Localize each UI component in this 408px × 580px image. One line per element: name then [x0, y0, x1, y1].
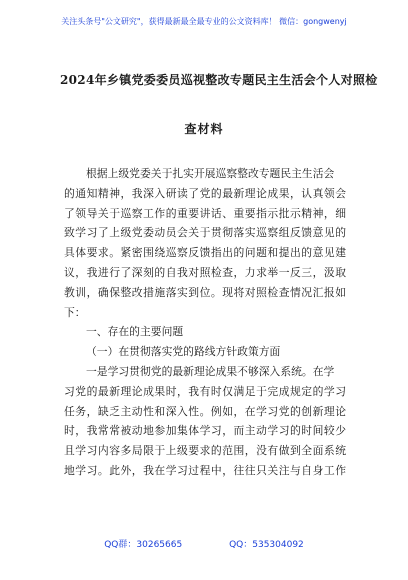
document-title-line1: 2024年乡镇党委委员巡视整改专题民主生活会个人对照检 [60, 73, 378, 87]
document-body [64, 164, 346, 481]
footer-contact [0, 537, 408, 550]
body-line: 地学习。此外，我在学习过程中，往往只关注与自身工作 [64, 463, 346, 477]
header-banner: 关注头条号"公文研究"，获得最新最全最专业的公文资料库！ 微信：gongwenyj [61, 17, 347, 26]
body-line: 一是学习贯彻党的最新理论成果不够深入系统。在学 [86, 364, 335, 378]
body-line: 且学习内容多局限于上级要求的范围，没有做到全面系统 [64, 444, 346, 458]
subsection-heading: （一）在贯彻落实党的路线方针政策方面 [86, 345, 281, 359]
body-line: 教训，确保整改措施落实到位。现将对照检查情况汇报如 [64, 285, 346, 299]
body-line: 时，我常常被动地参加集体学习，而主动学习的时间较少 [64, 424, 346, 438]
document-title-line2: 查材料 [184, 122, 224, 136]
body-line: 习党的最新理论成果时，我有时仅满足于完成规定的学习 [64, 384, 346, 398]
footer-qq-group: QQ群：30265665 [104, 540, 183, 550]
body-line: 根据上级党委关于扎实开展巡察整改专题民主生活会 [86, 167, 335, 180]
body-line: 的通知精神，我深入研读了党的最新理论成果，认真领会 [64, 186, 346, 200]
body-line: 了领导关于巡察工作的重要讲话、重要指示批示精神，细 [64, 206, 346, 220]
section-heading: 一、存在的主要问题 [86, 325, 184, 339]
footer-qq: QQ：535304092 [229, 540, 304, 550]
body-line: 致学习了上级党委动员会关于贯彻落实巡察组反馈意见的 [64, 226, 346, 240]
body-line: 下： [64, 305, 86, 319]
body-line: 议，我进行了深刻的自我对照检查，力求举一反三，汲取 [64, 265, 346, 279]
body-line: 任务，缺乏主动性和深入性。例如，在学习党的创新理论 [64, 404, 346, 418]
body-line: 具体要求。紧密围绕巡察反馈指出的问题和提出的意见建 [64, 246, 346, 260]
